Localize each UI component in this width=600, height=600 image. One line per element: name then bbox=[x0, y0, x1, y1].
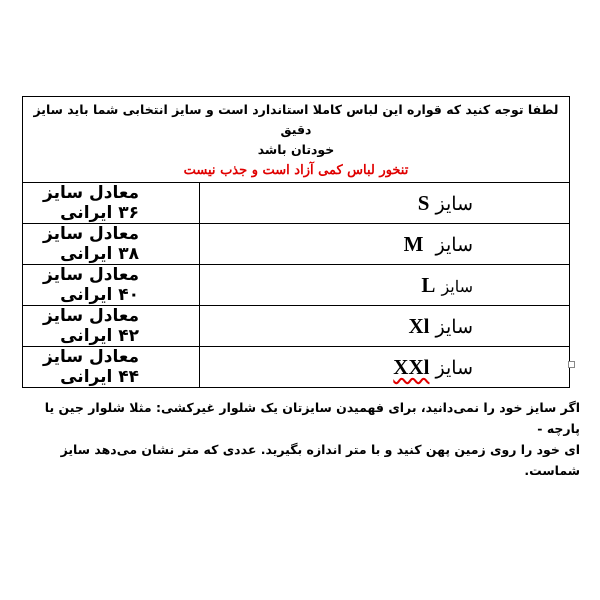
size-label: سایز bbox=[435, 192, 473, 215]
size-row-s bbox=[23, 183, 570, 224]
size-cell bbox=[200, 306, 570, 347]
loose-fit-warning: تنخور لباس کمی آزاد است و جذب نیست bbox=[183, 163, 409, 178]
measure-instructions-line-1: اگر سایز خود را نمی‌دانید، برای فهمیدن سایزتان یک شلوار غیرکشی: مثلا شلوار جین یا پارچه - bbox=[44, 400, 580, 436]
equivalent-size-cell: معادل سایز ۴۰ ایرانی bbox=[23, 265, 200, 306]
note-cell bbox=[23, 97, 570, 183]
size-cell bbox=[200, 224, 570, 265]
equivalent-size-cell: معادل سایز ۳۸ ایرانی bbox=[23, 224, 200, 265]
size-code: XXl bbox=[393, 354, 430, 379]
size-code: Xl bbox=[408, 313, 430, 338]
table-resize-handle[interactable] bbox=[568, 361, 575, 368]
size-cell bbox=[200, 265, 570, 306]
size-label: سایز bbox=[435, 233, 473, 256]
equivalent-size-cell: معادل سایز ۴۴ ایرانی bbox=[23, 347, 200, 388]
fit-note-line-1: لطفا توجه کنید که قواره این لباس کاملا استاندارد است و سایز انتخابی شما باید سایز دقیق bbox=[33, 102, 559, 137]
size-row-m bbox=[23, 224, 570, 265]
size-row-xxl bbox=[23, 347, 570, 388]
equivalent-size-cell: معادل سایز ۳۶ ایرانی bbox=[23, 183, 200, 224]
size-label: سایز bbox=[441, 276, 473, 296]
size-cell bbox=[200, 183, 570, 224]
fit-note bbox=[23, 100, 569, 160]
fit-note-line-2: خودتان باشد bbox=[257, 142, 335, 157]
size-code: L bbox=[421, 272, 436, 297]
measure-instructions bbox=[24, 397, 580, 481]
size-label: سایز bbox=[435, 315, 473, 338]
size-label: سایز bbox=[435, 356, 473, 379]
size-row-l bbox=[23, 265, 570, 306]
size-table bbox=[22, 96, 570, 388]
size-cell bbox=[200, 347, 570, 388]
size-code: S bbox=[417, 190, 430, 215]
equivalent-size-cell: معادل سایز ۴۲ ایرانی bbox=[23, 306, 200, 347]
size-row-xl bbox=[23, 306, 570, 347]
measure-instructions-line-2: ای خود را روی زمین پهن کنید و با متر اندازه بگیرید. عددی که متر نشان می‌دهد سایز شماست. bbox=[60, 442, 580, 478]
note-row bbox=[23, 97, 570, 183]
size-code: M bbox=[403, 231, 424, 256]
